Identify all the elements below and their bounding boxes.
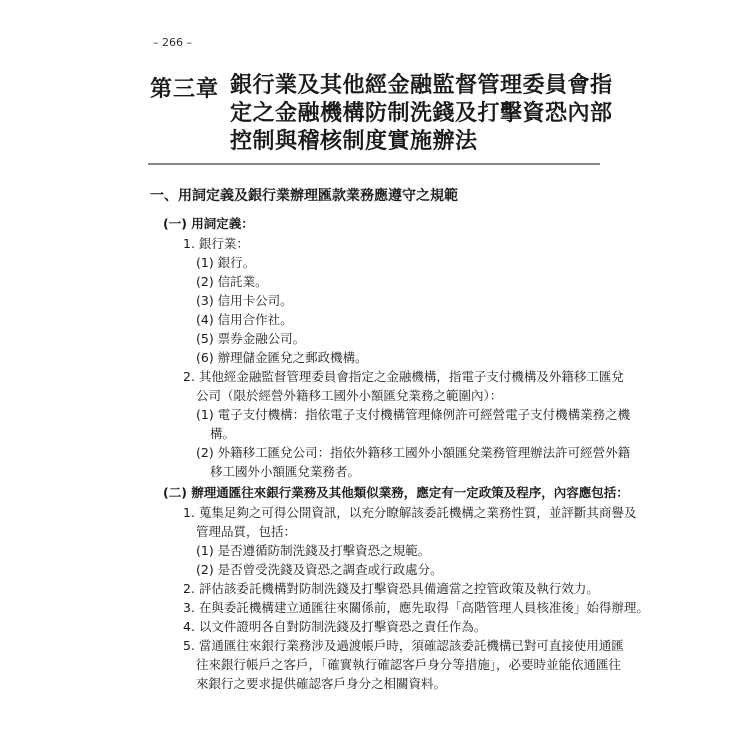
list-item: 1. 銀行業： (183, 236, 249, 251)
subsection-heading: (二) 辦理通匯往來銀行業務及其他類似業務，應定有一定政策及程序，內容應包括： (163, 485, 629, 500)
title-divider (148, 163, 600, 165)
list-item: 1. 蒐集足夠之可得公開資訊，以充分瞭解該委託機構之業務性質，並評斷其商譽及 (183, 505, 637, 520)
subsection-heading: (一) 用詞定義： (163, 216, 254, 231)
list-item-continuation: 往來銀行帳戶之客戶，「確實執行確認客戶身分等措施」，必要時並能依通匯往 (196, 657, 622, 672)
list-item: 2. 評估該委託機構對防制洗錢及打擊資恐具備適當之控管政策及執行效力。 (183, 581, 599, 596)
list-item-continuation: 管理品質，包括： (196, 524, 297, 539)
list-item-continuation: 來銀行之要求提供確認客戶身分之相關資料。 (196, 676, 447, 691)
list-item: (3) 信用卡公司。 (196, 293, 293, 308)
chapter-title-lines (230, 72, 613, 156)
page-number: – 266 – (153, 36, 192, 49)
list-item: (1) 是否遵循防制洗錢及打擊資恐之規範。 (196, 543, 431, 558)
list-item: (4) 信用合作社。 (196, 312, 293, 327)
list-item: (1) 銀行。 (196, 255, 256, 270)
list-item: (2) 外籍移工匯兌公司：指依外籍移工國外小額匯兌業務管理辦法許可經營外籍 (196, 445, 631, 460)
list-item-continuation: 構。 (210, 426, 236, 441)
list-item: (2) 是否曾受洗錢及資恐之調查或行政處分。 (196, 562, 443, 577)
list-item: (2) 信託業。 (196, 274, 268, 289)
list-item: 4. 以文件證明各自對防制洗錢及打擊資恐之責任作為。 (183, 619, 487, 634)
chapter-label: 第三章 (150, 77, 220, 102)
chapter-title-line: 銀行業及其他經金融監督管理委員會指 (230, 73, 613, 98)
list-item: (6) 辦理儲金匯兌之郵政機構。 (196, 350, 368, 365)
list-item: (5) 票券金融公司。 (196, 331, 306, 346)
chapter-title-line: 控制與稽核制度實施辦法 (230, 129, 478, 154)
list-item-continuation: 公司（限於經營外籍移工國外小額匯兌業務之範圍內）： (196, 388, 503, 403)
list-item: (1) 電子支付機構：指依電子支付機構管理條例許可經營電子支付機構業務之機 (196, 407, 631, 422)
list-item: 5. 當通匯往來銀行業務涉及過渡帳戶時，須確認該委託機構已對可直接使用通匯 (183, 638, 624, 653)
list-item: 2. 其他經金融監督管理委員會指定之金融機構，指電子支付機構及外籍移工匯兌 (183, 369, 624, 384)
list-item: 3. 在與委託機構建立通匯往來關係前，應先取得「高階管理人員核准後」始得辦理。 (183, 600, 649, 615)
list-item-continuation: 移工國外小額匯兌業務者。 (210, 464, 361, 479)
chapter-title-line: 定之金融機構防制洗錢及打擊資恐內部 (230, 101, 613, 126)
section-heading: 一、用詞定義及銀行業辦理匯款業務應遵守之規範 (150, 188, 458, 204)
